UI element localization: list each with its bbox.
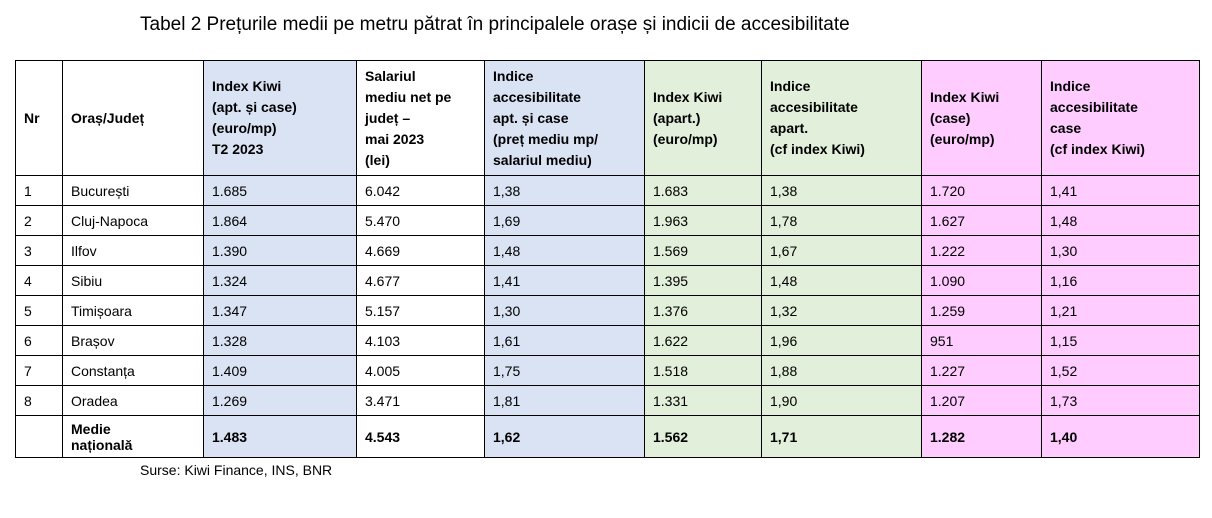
header-line: Indice [1050, 78, 1091, 94]
cell-index-apart: 1.376 [645, 296, 762, 326]
cell-index-kiwi: 1.269 [204, 386, 357, 416]
cell-medie-label [63, 416, 204, 458]
cell-salariu: 5.157 [357, 296, 485, 326]
cell-oras: Brașov [63, 326, 204, 356]
cell-acc-case: 1,15 [1042, 326, 1200, 356]
cell-index-case: 1.259 [922, 296, 1042, 326]
cell-index-apart: 1.562 [645, 416, 762, 458]
header-indice-accesibilitate-case [1042, 61, 1200, 176]
cell-acc-apart: 1,71 [762, 416, 922, 458]
header-line: accesibilitate [1050, 99, 1138, 115]
header-salariu [357, 61, 485, 176]
cell-index-kiwi: 1.685 [204, 176, 357, 206]
cell-nr: 3 [16, 236, 63, 266]
cell-salariu: 5.470 [357, 206, 485, 236]
cell-indice-acc: 1,75 [485, 356, 645, 386]
cell-index-case: 951 [922, 326, 1042, 356]
cell-index-apart: 1.395 [645, 266, 762, 296]
cell-indice-acc: 1,62 [485, 416, 645, 458]
cell-nr: 2 [16, 206, 63, 236]
header-line: (euro/mp) [930, 130, 995, 147]
cell-acc-case: 1,52 [1042, 356, 1200, 386]
cell-indice-acc: 1,69 [485, 206, 645, 236]
cell-index-case: 1.227 [922, 356, 1042, 386]
header-line: apart. [770, 120, 809, 136]
cell-oras: București [63, 176, 204, 206]
header-line: (apart.) [653, 109, 701, 126]
cell-index-case: 1.207 [922, 386, 1042, 416]
cell-index-apart: 1.518 [645, 356, 762, 386]
cell-index-apart: 1.683 [645, 176, 762, 206]
header-line: Indice [493, 67, 534, 84]
header-line: salariul mediu) [493, 151, 592, 168]
cell-index-apart: 1.963 [645, 206, 762, 236]
header-indice-accesibilitate [485, 61, 645, 176]
cell-oras: Sibiu [63, 266, 204, 296]
cell-salariu: 4.005 [357, 356, 485, 386]
cell-index-kiwi: 1.864 [204, 206, 357, 236]
table-row [16, 206, 1200, 236]
header-line: (cf index Kiwi) [1050, 141, 1145, 157]
header-line: Salariul [365, 67, 416, 84]
cell-acc-apart: 1,38 [762, 176, 922, 206]
header-line: (euro/mp) [212, 120, 277, 136]
table-row [16, 176, 1200, 206]
cell-indice-acc: 1,61 [485, 326, 645, 356]
cell-oras: Cluj-Napoca [63, 206, 204, 236]
header-index-kiwi-apart [645, 61, 762, 176]
header-line: Indice [770, 78, 811, 94]
cell-index-case: 1.720 [922, 176, 1042, 206]
cell-acc-apart: 1,67 [762, 236, 922, 266]
price-index-table [15, 60, 1200, 458]
cell-salariu: 3.471 [357, 386, 485, 416]
header-line: T2 2023 [212, 141, 264, 157]
header-line: (lei) [365, 151, 390, 168]
cell-acc-case: 1,48 [1042, 206, 1200, 236]
header-line: județ – [365, 109, 411, 126]
header-line: (euro/mp) [653, 130, 718, 147]
cell-acc-case: 1,16 [1042, 266, 1200, 296]
cell-acc-apart: 1,32 [762, 296, 922, 326]
cell-index-kiwi: 1.328 [204, 326, 357, 356]
table-row [16, 296, 1200, 326]
cell-index-case: 1.282 [922, 416, 1042, 458]
cell-indice-acc: 1,81 [485, 386, 645, 416]
cell-oras: Constanța [63, 356, 204, 386]
header-line: (apt. și case) [212, 99, 297, 115]
header-line: accesibilitate [770, 99, 858, 115]
header-line: mediu net pe [365, 88, 452, 105]
cell-salariu: 6.042 [357, 176, 485, 206]
cell-indice-acc: 1,41 [485, 266, 645, 296]
header-line: Index Kiwi [653, 88, 723, 105]
header-oras: Oraș/Județ [63, 61, 204, 176]
cell-index-case: 1.090 [922, 266, 1042, 296]
table-row [16, 386, 1200, 416]
table-row [16, 236, 1200, 266]
cell-index-apart: 1.569 [645, 236, 762, 266]
cell-indice-acc: 1,38 [485, 176, 645, 206]
table-row [16, 326, 1200, 356]
header-row [16, 61, 1200, 176]
header-index-kiwi-t2 [204, 61, 357, 176]
header-indice-accesibilitate-apart [762, 61, 922, 176]
cell-index-apart: 1.622 [645, 326, 762, 356]
cell-index-apart: 1.331 [645, 386, 762, 416]
cell-nr: 4 [16, 266, 63, 296]
cell-index-case: 1.627 [922, 206, 1042, 236]
cell-oras: Oradea [63, 386, 204, 416]
cell-index-kiwi: 1.347 [204, 296, 357, 326]
cell-index-kiwi: 1.324 [204, 266, 357, 296]
cell-nr: 1 [16, 176, 63, 206]
cell-nr: 5 [16, 296, 63, 326]
cell-acc-case: 1,40 [1042, 416, 1200, 458]
cell-salariu: 4.103 [357, 326, 485, 356]
header-line: Index Kiwi [212, 78, 282, 94]
header-line: (case) [930, 109, 971, 126]
header-line: apt. și case [493, 109, 569, 126]
table-row [16, 266, 1200, 296]
cell-acc-case: 1,21 [1042, 296, 1200, 326]
cell-salariu: 4.543 [357, 416, 485, 458]
header-line: accesibilitate [493, 88, 581, 105]
cell-nr: 6 [16, 326, 63, 356]
cell-index-case: 1.222 [922, 236, 1042, 266]
cell-acc-apart: 1,90 [762, 386, 922, 416]
total-label-line: națională [71, 436, 133, 453]
cell-nr: 7 [16, 356, 63, 386]
total-label-line: Medie [71, 420, 111, 437]
cell-nr: 8 [16, 386, 63, 416]
table-caption: Tabel 2 Prețurile medii pe metru pătrat în principalele orașe și indicii de accesibilitate [140, 14, 850, 35]
header-nr: Nr [16, 61, 63, 176]
header-line: (preț mediu mp/ [493, 130, 599, 147]
cell-acc-apart: 1,78 [762, 206, 922, 236]
source-note: Surse: Kiwi Finance, INS, BNR [140, 462, 333, 478]
header-line: mai 2023 [365, 130, 425, 147]
table-row [16, 356, 1200, 386]
cell-acc-apart: 1,48 [762, 266, 922, 296]
cell-salariu: 4.669 [357, 236, 485, 266]
cell-index-kiwi: 1.390 [204, 236, 357, 266]
cell-indice-acc: 1,48 [485, 236, 645, 266]
cell-oras: Ilfov [63, 236, 204, 266]
header-line: (cf index Kiwi) [770, 141, 865, 157]
cell-oras: Timișoara [63, 296, 204, 326]
cell-acc-apart: 1,96 [762, 326, 922, 356]
total-row [16, 416, 1200, 458]
cell-acc-apart: 1,88 [762, 356, 922, 386]
cell-indice-acc: 1,30 [485, 296, 645, 326]
header-line: Index Kiwi [930, 88, 1000, 105]
cell-salariu: 4.677 [357, 266, 485, 296]
cell-acc-case: 1,30 [1042, 236, 1200, 266]
header-index-kiwi-case [922, 61, 1042, 176]
cell-nr [16, 416, 63, 458]
cell-acc-case: 1,73 [1042, 386, 1200, 416]
cell-index-kiwi: 1.483 [204, 416, 357, 458]
header-line: case [1050, 120, 1082, 136]
cell-acc-case: 1,41 [1042, 176, 1200, 206]
cell-index-kiwi: 1.409 [204, 356, 357, 386]
